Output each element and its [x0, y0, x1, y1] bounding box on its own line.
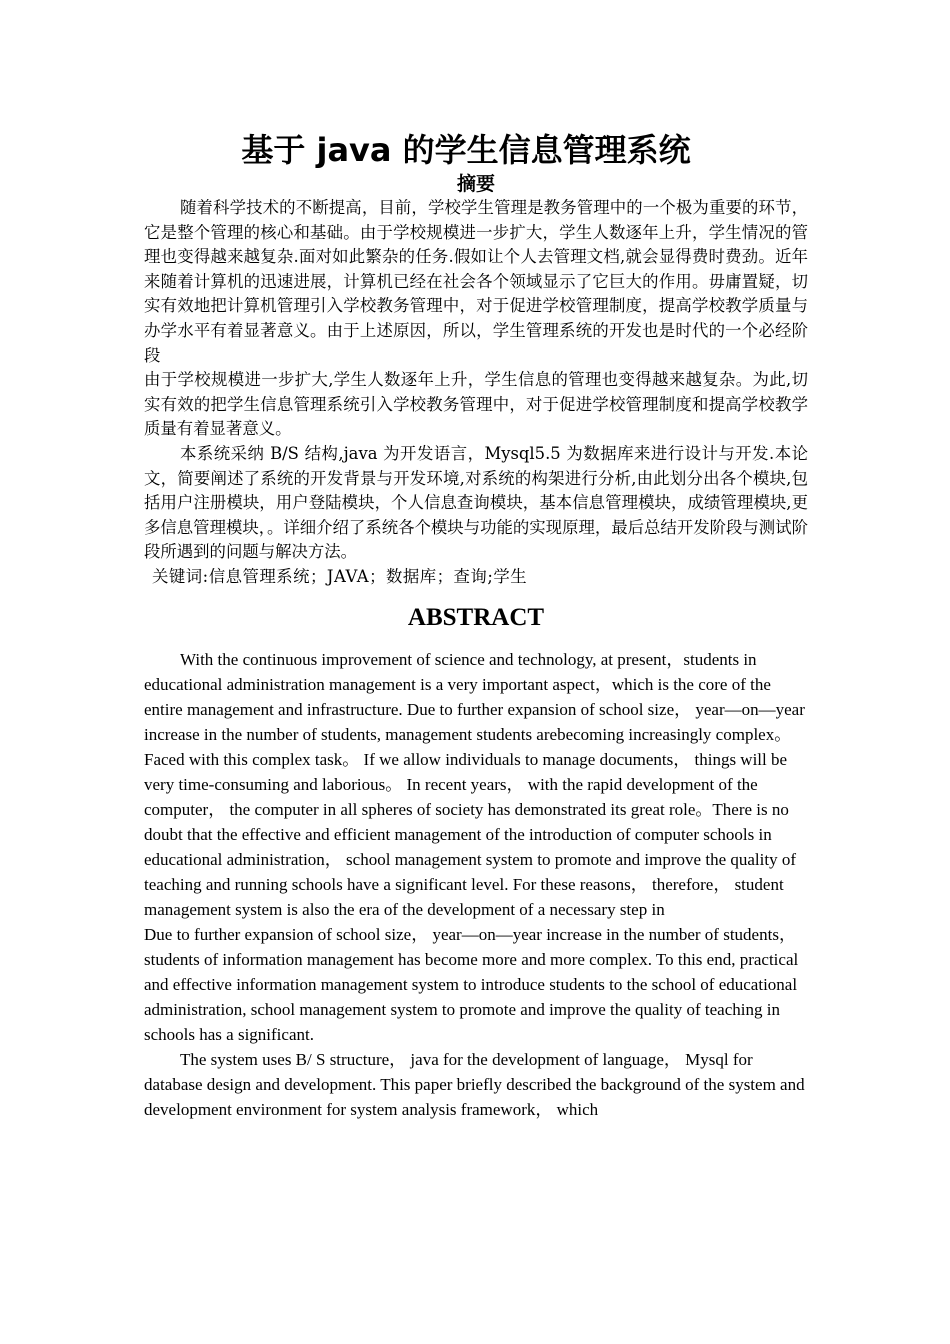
abstract-en	[144, 647, 808, 1122]
abstract-zh-paragraph: 由于学校规模进一步扩大,学生人数逐年上升，学生信息的管理也变得越来越复杂。为此,切实有效的把学生信息管理系统引入学校教务管理中，对于促进学校管理制度和提高学校教学质量有着显著意义。	[144, 370, 808, 439]
abstract-en-paragraph: Due to further expansion of school size， year—on—year increase in the number of students， students of information management has become more and more complex. To this end, practical and effective information management system to introduce students to the school of educational administration, school management system to promote and improve the quality of teaching in schools has a significant.	[144, 924, 799, 1044]
keywords-zh: 关键词:信息管理系统；JAVA；数据库；查询;学生	[152, 566, 528, 586]
abstract-en-paragraph: The system uses B/ S structure， java for the development of language， Mysql for database design and development. This paper briefly described the background of the system and development environment for system analysis framework， which	[144, 1049, 805, 1119]
abstract-zh-paragraph: 随着科学技术的不断提高，目前，学校学生管理是教务管理中的一个极为重要的环节，它是整个管理的核心和基础。由于学校规模进一步扩大，学生人数逐年上升，学生情况的管理也变得越来越复杂.面对如此繁杂的任务.假如让个人去管理文档,就会显得费时费劲。近年来随着计算机的迅速进展，计算机已经在社会各个领域显示了它巨大的作用。毋庸置疑，切实有效地把计算机管理引入学校教务管理中，对于促进学校管理制度，提高学校教学质量与办学水平有着显著意义。由于上述原因，所以，学生管理系统的开发也是时代的一个必经阶段	[144, 198, 808, 365]
document-title: 基于 java 的学生信息管理系统	[241, 131, 691, 169]
abstract-heading-en: ABSTRACT	[407, 603, 545, 631]
abstract-heading-zh: 摘要	[456, 173, 495, 195]
abstract-zh	[144, 196, 808, 590]
document-body	[144, 128, 808, 1122]
abstract-zh-paragraph: 本系统采纳 B/S 结构,java 为开发语言，Mysql5.5 为数据库来进行设计与开发.本论文，简要阐述了系统的开发背景与开发环境,对系统的构架进行分析,由此划分出各个模块,包括用户注册模块，用户登陆模块，个人信息查询模块，基本信息管理模块，成绩管理模块,更多信息管理模块，。详细介绍了系统各个模块与功能的实现原理，最后总结开发阶段与测试阶段所遇到的问题与解决方法。	[144, 443, 808, 562]
abstract-en-paragraph: With the continuous improvement of science and technology, at present，students in educational administration management is a very important aspect，which is the core of the entire management and infrastructure. Due to further expansion of school size， year—on—year increase in the number of students, management students arebecoming increasingly complex。 Faced with this complex task。 If we allow individuals to manage documents， things will be very time-consuming and laborious。 In recent years， with the rapid development of the computer， the computer in all spheres of society has demonstrated its great role。There is no doubt that the effective and efficient management of the introduction of computer schools in educational administration， school management system to promote and improve the quality of teaching and running schools have a significant level. For these reasons， therefore， student management system is also the era of the development of a necessary step in	[144, 649, 805, 919]
